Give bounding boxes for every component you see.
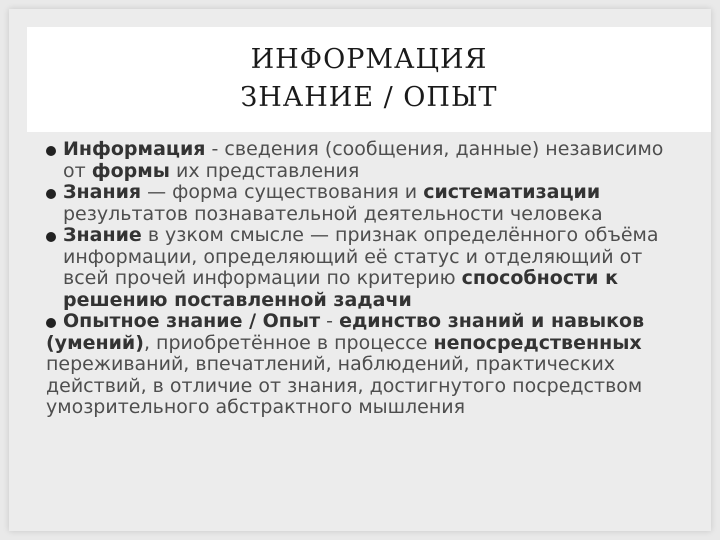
item-text: -: [320, 310, 340, 332]
item-text: , приобретённое в процессе: [143, 331, 434, 354]
item-text: их представления: [169, 159, 360, 182]
bullet-item-experience: [46, 311, 686, 419]
term-knowledge-narrow: Знание: [63, 224, 142, 246]
item-text: - сведения (сообщения, данные) независимо от: [63, 138, 664, 182]
bullet-icon: [46, 146, 56, 156]
bullet-item-knowledge: [46, 182, 686, 225]
item-text: результатов познавательной деятельности человека: [63, 202, 603, 225]
title-box: [27, 27, 711, 132]
item-bold: непосредственных: [433, 331, 642, 354]
item-bold: способности к решению поставленной задачи: [63, 267, 618, 311]
title-line-1: ИНФОРМАЦИЯ: [250, 44, 488, 75]
item-text: переживаний, впечатлений, наблюдений, практических действий, в отличие от знания, достигнутого посредством умозрительного абстрактного мышления: [46, 353, 643, 418]
item-bold: формы: [91, 159, 170, 182]
title-line-2: ЗНАНИЕ / ОПЫТ: [240, 82, 498, 113]
term-knowledge: Знания: [63, 181, 142, 203]
slide-title: [27, 41, 711, 117]
item-text: — форма существования и: [141, 181, 424, 203]
item-bold: систематизации: [423, 181, 601, 203]
bullet-icon: [46, 189, 56, 199]
bullet-icon: [46, 232, 56, 242]
bullet-item-knowledge-narrow: [46, 225, 686, 311]
term-experience: Опытное знание / Опыт: [63, 310, 321, 332]
bullet-item-information: [46, 139, 686, 182]
item-bold: единство знаний и навыков (умений): [46, 310, 645, 354]
bullet-icon: [46, 318, 56, 328]
term-information: Информация: [63, 138, 206, 160]
item-text: в узком смысле — признак определённого объёма информации, определяющий её статус и отделяющий от всей прочей информации по критерию: [63, 224, 659, 289]
slide-body: [46, 139, 686, 419]
